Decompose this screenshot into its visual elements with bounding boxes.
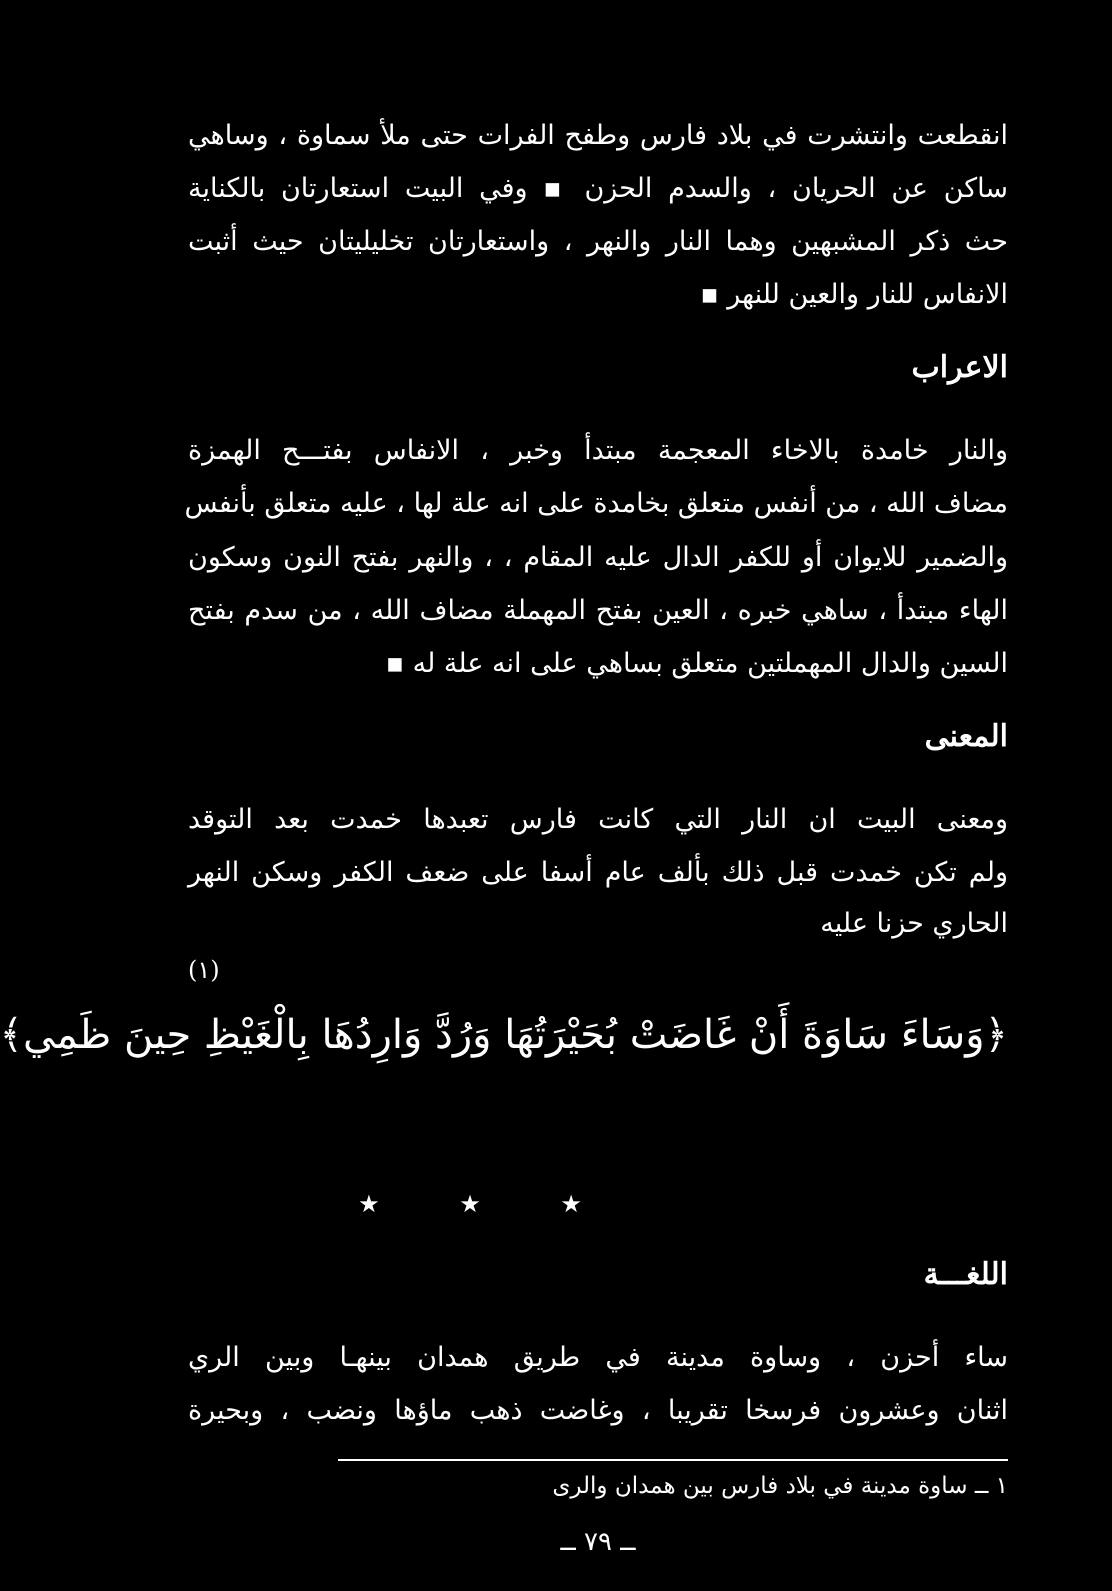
text-line: والضمير للايوان أو للكفر الدال عليه المقام ، ، والنهر بفتح النون وسكون: [188, 542, 1008, 573]
page-footer: [0, 100, 1008, 1557]
section-heading-lugha: اللغـــة: [923, 1257, 1008, 1292]
section-heading-irab: الاعراب: [911, 350, 1008, 385]
text-line: انقطعت وانتشرت في بلاد فارس وطفح الفرات حتى ملأ سماوة ، وساهي: [188, 120, 1008, 151]
text-line: الهاء مبتدأ ، ساهي خبره ، العين بفتح المهملة مضاف الله ، من سدم بفتح: [188, 595, 1008, 626]
star-separator: ★ ★ ★: [358, 1190, 618, 1218]
section-heading-meaning: المعنى: [924, 719, 1008, 754]
text-line: السين والدال المهملتين متعلق بساهي على انه علة له ▪: [385, 648, 1008, 679]
text-line: الانفاس للنار والعين للنهر ▪: [700, 279, 1008, 310]
text-line: والنار خامدة بالاخاء المعجمة مبتدأ وخبر ، الانفاس بفتـــح الهمزة: [188, 435, 1008, 466]
page-number: ــ ٧٩ ــ: [560, 1527, 636, 1557]
verse-number: (١): [188, 956, 220, 984]
text-line: ومعنى البيت ان النار التي كانت فارس تعبدها خمدت بعد التوقد: [188, 804, 1008, 835]
text-line: ولم تكن خمدت قبل ذلك بألف عام أسفا على ضعف الكفر وسكن النهر: [188, 857, 1008, 888]
text-line: حث ذكر المشبهين وهما النار والنهر ، واستعارتان تخليليتان حيث أثبت: [188, 226, 1008, 257]
text-line: ساء أحزن ، وساوة مدينة في طريق همدان بينهـا وبين الري: [188, 1342, 1008, 1373]
footnote: ١ ــ ساوة مدينة في بلاد فارس بين همدان والرى: [552, 1473, 1008, 1499]
text-line: الحاري حزنا عليه: [820, 908, 1008, 939]
poetry-verse: ﴿وَسَاءَ سَاوَةَ أَنْ غَاضَتْ بُحَيْرَتُهَا وَرُدَّ وَارِدُهَا بِالْغَيْظِ حِينَ ظَمِي﴾: [0, 1012, 1008, 1058]
text-line: اثنان وعشرون فرسخا تقريبا ، وغاضت ذهب ماؤها ونضب ، وبحيرة: [188, 1395, 1008, 1426]
text-line: ساكن عن الحريان ، والسدم الحزن ▪ وفي البيت استعارتان بالكناية: [188, 173, 1008, 204]
text-line: مضاف الله ، من أنفس متعلق بخامدة على انه علة لها ، عليه متعلق بأنفس: [184, 488, 1008, 519]
